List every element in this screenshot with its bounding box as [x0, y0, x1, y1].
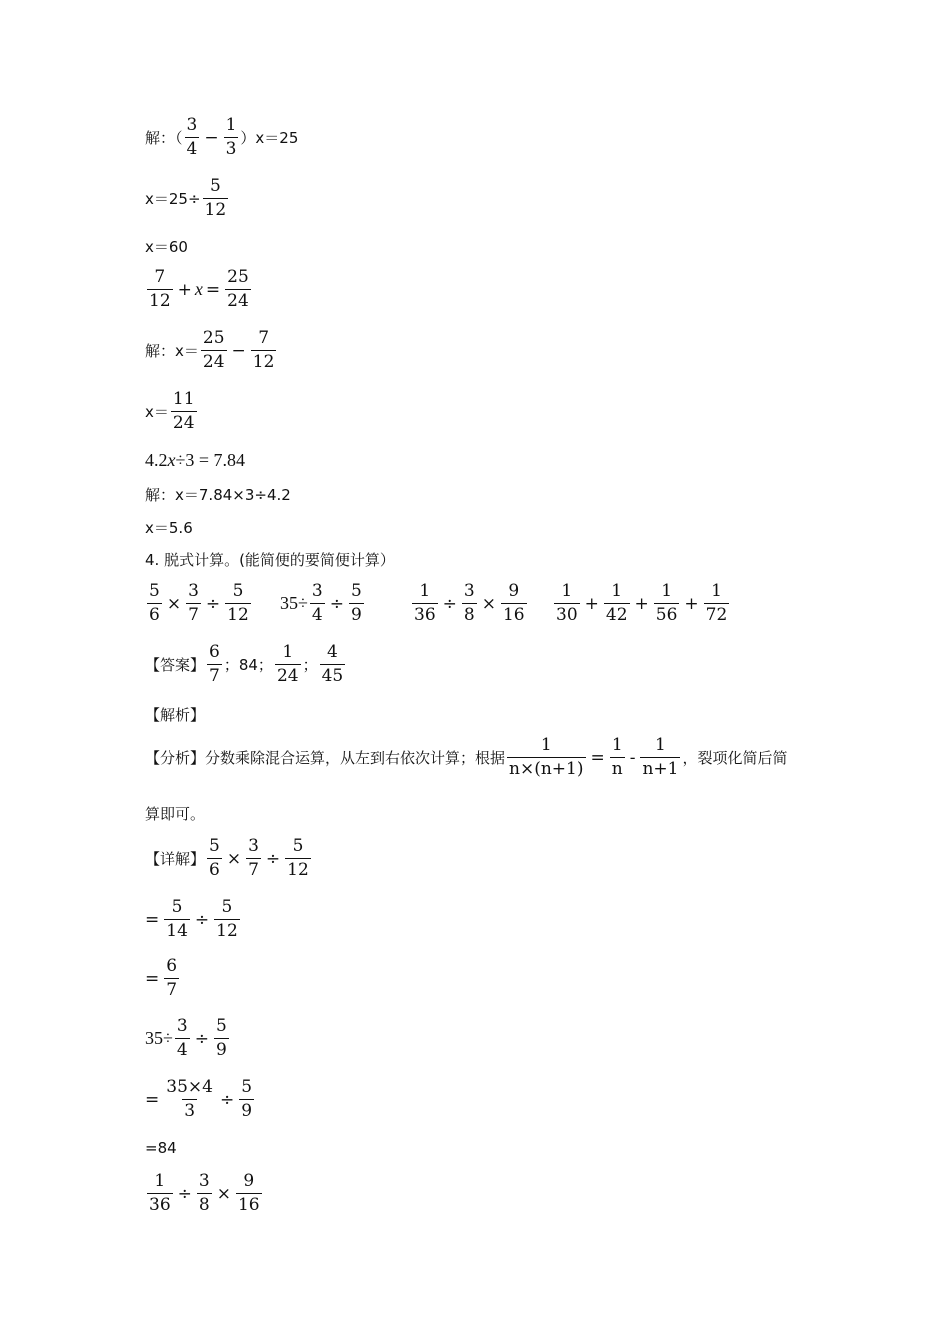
fraction: $\frac{7}{12}$ [149, 267, 171, 311]
fraction: $\frac{5}{12}$ [216, 897, 238, 941]
operator: ÷ [329, 593, 344, 614]
fraction: $\frac{1}{72}$ [705, 581, 728, 625]
fraction: $\frac{5}{9}$ [350, 581, 362, 625]
eq-text: 4.2 [145, 450, 168, 470]
fraction: $\frac{1}{3}$ [225, 115, 237, 159]
eq-text: 算即可。 [145, 805, 206, 823]
operator: = [145, 968, 160, 989]
operator: ÷ [194, 909, 210, 930]
operator: × [216, 1183, 231, 1204]
eq-text: ÷3 = 7.84 [175, 450, 246, 470]
eq-line-2 [145, 178, 230, 219]
fraction: $\frac{3}{4}$ [176, 1016, 188, 1060]
fraction: $\frac{5}{9}$ [215, 1016, 227, 1060]
eq-line-4 [145, 269, 253, 310]
eq-1-tail: ）x＝25 [240, 129, 299, 147]
detail-line-4 [145, 1018, 231, 1059]
fraction: $\frac{5}{12}$ [204, 176, 227, 220]
problem-3 [410, 583, 529, 624]
operator: × [166, 593, 182, 614]
eq-line-9 [145, 517, 193, 538]
operator: − [204, 127, 219, 148]
fenxi-line [145, 737, 787, 778]
fraction: $\frac{5}{12}$ [227, 581, 249, 625]
section-label: 【解析】 [145, 706, 206, 724]
fraction: $\frac{7}{12}$ [252, 328, 275, 372]
fraction: $\frac{1}{n}$ [611, 735, 623, 779]
answer-line [145, 644, 347, 685]
eq-text: ，裂项化简后简 [682, 749, 788, 767]
fraction: $\frac{3}{7}$ [248, 836, 259, 880]
detail-line-7 [145, 1173, 264, 1214]
fraction: $\frac{5}{6}$ [149, 581, 160, 625]
fraction: $\frac{11}{24}$ [172, 389, 195, 433]
eq-line-6 [145, 391, 199, 432]
eq-text: 解：x＝ [145, 342, 199, 360]
fraction: $\frac{1}{42}$ [605, 581, 628, 625]
fraction: $\frac{1}{24}$ [276, 642, 299, 686]
operator: = [145, 1089, 160, 1110]
detail-line-6 [145, 1139, 177, 1157]
fraction: $\frac{3}{7}$ [188, 581, 199, 625]
fraction: $\frac{9}{16}$ [237, 1171, 260, 1215]
fraction: $\frac{1}{36}$ [149, 1171, 171, 1215]
detail-line-3 [145, 958, 181, 999]
fraction: $\frac{3}{4}$ [311, 581, 323, 625]
operator: ÷ [219, 1089, 235, 1110]
operator: × [481, 593, 496, 614]
fenxi-cont [145, 803, 205, 824]
fraction: $\frac{5}{6}$ [209, 836, 220, 880]
eq-line-3 [145, 236, 188, 257]
analysis-label [145, 704, 205, 725]
eq-1-label: 解：（ [145, 129, 183, 147]
operator: + [634, 593, 649, 614]
fraction: $\frac{1}{n+1}$ [642, 735, 679, 779]
fraction: $\frac{3}{8}$ [198, 1171, 210, 1215]
eq-text: 35÷ [280, 593, 308, 613]
fraction: $\frac{5}{12}$ [287, 836, 309, 880]
operator: + [684, 593, 699, 614]
fraction: $\frac{3}{4}$ [186, 115, 198, 159]
eq-text: x＝ [145, 403, 169, 421]
operator: ÷ [442, 593, 457, 614]
eq-text: 35÷ [145, 1028, 173, 1048]
operator: + [584, 593, 599, 614]
detail-line-2 [145, 899, 242, 940]
fraction: $\frac{9}{16}$ [502, 581, 525, 625]
problem-1 [145, 583, 253, 624]
eq-text: x＝60 [145, 238, 188, 256]
variable: x [194, 279, 203, 299]
operator: ÷ [265, 848, 281, 869]
problem-4 [552, 583, 731, 624]
eq-text: ；84； [223, 656, 273, 674]
fraction: $\frac{1}{56}$ [655, 581, 678, 625]
operator: - [629, 747, 636, 768]
eq-text: 分数乘除混合运算，从左到右依次计算；根据 [205, 749, 506, 767]
fraction: $\frac{3}{8}$ [463, 581, 475, 625]
operator: ÷ [205, 593, 221, 614]
fraction: $\frac{35\times 4}{3}$ [166, 1077, 213, 1121]
fraction: $\frac{25}{24}$ [202, 328, 225, 372]
eq-line-7 [145, 450, 245, 471]
operator: = [205, 279, 221, 300]
eq-line-8 [145, 484, 291, 505]
fraction: $\frac{6}{7}$ [209, 642, 220, 686]
eq-text: 解：x＝7.84×3÷4.2 [145, 486, 291, 504]
fraction: $\frac{1}{30}$ [556, 581, 578, 625]
operator: + [177, 279, 192, 300]
eq-line-5 [145, 330, 278, 371]
operator: − [231, 340, 246, 361]
fraction: $\frac{25}{24}$ [227, 267, 249, 311]
fraction: $\frac{5}{9}$ [241, 1077, 253, 1121]
operator: = [590, 747, 605, 768]
question-title: 4. 脱式计算。(能简便的要简便计算） [145, 551, 395, 569]
operator: × [226, 848, 242, 869]
eq-text: x＝5.6 [145, 519, 193, 537]
section-label: 【详解】 [145, 850, 206, 868]
fraction: $\frac{6}{7}$ [166, 956, 178, 1000]
operator: ÷ [177, 1183, 192, 1204]
fraction: $\frac{1}{36}$ [414, 581, 436, 625]
fraction: $\frac{1}{n\times(n+1)}$ [509, 735, 584, 779]
eq-line-1 [145, 117, 298, 158]
problem-2 [280, 583, 366, 624]
operator: = [145, 909, 160, 930]
fraction: $\frac{5}{14}$ [166, 897, 188, 941]
section-label: 【分析】 [145, 749, 206, 767]
question-4-title [145, 549, 395, 570]
detail-line-1 [145, 838, 313, 879]
operator: ÷ [194, 1028, 209, 1049]
eq-text: ； [302, 656, 318, 674]
variable: x [167, 450, 176, 470]
answer-label: 【答案】 [145, 656, 206, 674]
detail-line-5 [145, 1079, 256, 1120]
eq-text: x＝25÷ [145, 190, 201, 208]
fraction: $\frac{4}{45}$ [321, 642, 344, 686]
eq-text: =84 [145, 1139, 177, 1157]
